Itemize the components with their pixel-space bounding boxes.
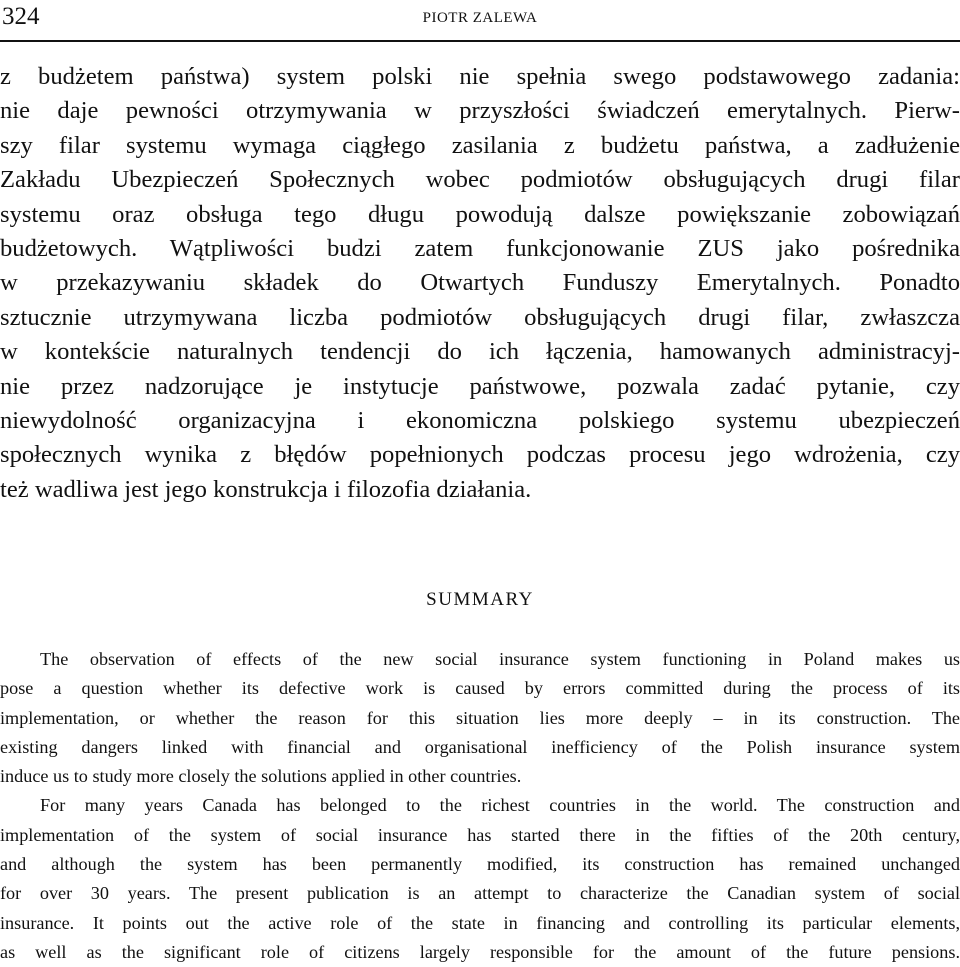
text-line: nie przez nadzorujące je instytucje państwowe, pozwala zadać pytanie, czy — [0, 372, 960, 400]
text-line: z budżetem państwa) system polski nie spełnia swego podstawowego zadania: — [0, 63, 960, 90]
summary-line: for over 30 years. The present publication is an attempt to characterize the Canadian system of social — [0, 883, 960, 904]
running-head: PIOTR ZALEWA — [422, 10, 538, 26]
summary-line: pose a question whether its defective work is caused by errors committed during the process of its — [0, 678, 960, 699]
summary-line: The observation of effects of the new social insurance system functioning in Poland makes us — [40, 649, 960, 669]
summary-line: implementation of the system of social insurance has started there in the fifties of the 20th century, — [0, 824, 960, 845]
summary-line: insurance. It points out the active role of the state in financing and controlling its particular elements, — [0, 912, 960, 933]
summary-line: existing dangers linked with financial and organisational inefficiency of the Polish insurance system — [0, 736, 960, 757]
summary-line: as well as the significant role of citizens largely responsible for the amount of the future pensions. — [0, 941, 960, 962]
text-line: systemu oraz obsługa tego długu powodują dalsze powiększanie zobowiązań — [0, 200, 960, 228]
main-text — [0, 60, 960, 507]
text-line: szy filar systemu wymaga ciągłego zasilania z budżetu państwa, a zadłużenie — [0, 131, 960, 159]
page-number: 324 — [2, 3, 40, 30]
text-line: niewydolność organizacyjna i ekonomiczna polskiego systemu ubezpieczeń — [0, 407, 960, 435]
text-line: społecznych wynika z błędów popełnionych podczas procesu jego wdrożenia, czy — [0, 441, 960, 469]
text-line: też wadliwa jest jego konstrukcja i filozofia działania. — [0, 475, 532, 503]
text-line: w przekazywaniu składek do Otwartych Funduszy Emerytalnych. Ponadto — [0, 269, 960, 297]
summary-text — [0, 645, 960, 967]
text-line: sztucznie utrzymywana liczba podmiotów obsługujących drugi filar, zwłaszcza — [0, 303, 960, 331]
summary-line: For many years Canada has belonged to the richest countries in the world. The construction and — [40, 795, 960, 816]
summary-line: and although the system has been permanently modified, its construction has remained unchanged — [0, 854, 960, 875]
text-line: w kontekście naturalnych tendencji do ich łączenia, hamowanych administracyj- — [0, 338, 960, 366]
summary-line: induce us to study more closely the solutions applied in other countries. — [0, 766, 522, 787]
summary-title: SUMMARY — [426, 589, 534, 610]
text-line: Zakładu Ubezpieczeń Społecznych wobec podmiotów obsługujących drugi filar — [0, 166, 960, 194]
text-line: nie daje pewności otrzymywania w przyszłości świadczeń emerytalnych. Pierw- — [0, 97, 960, 125]
summary-line: implementation, or whether the reason for this situation lies more deeply – in its construction. The — [0, 707, 960, 728]
page-header — [0, 0, 960, 42]
text-line: budżetowych. Wątpliwości budzi zatem funkcjonowanie ZUS jako pośrednika — [0, 235, 960, 263]
